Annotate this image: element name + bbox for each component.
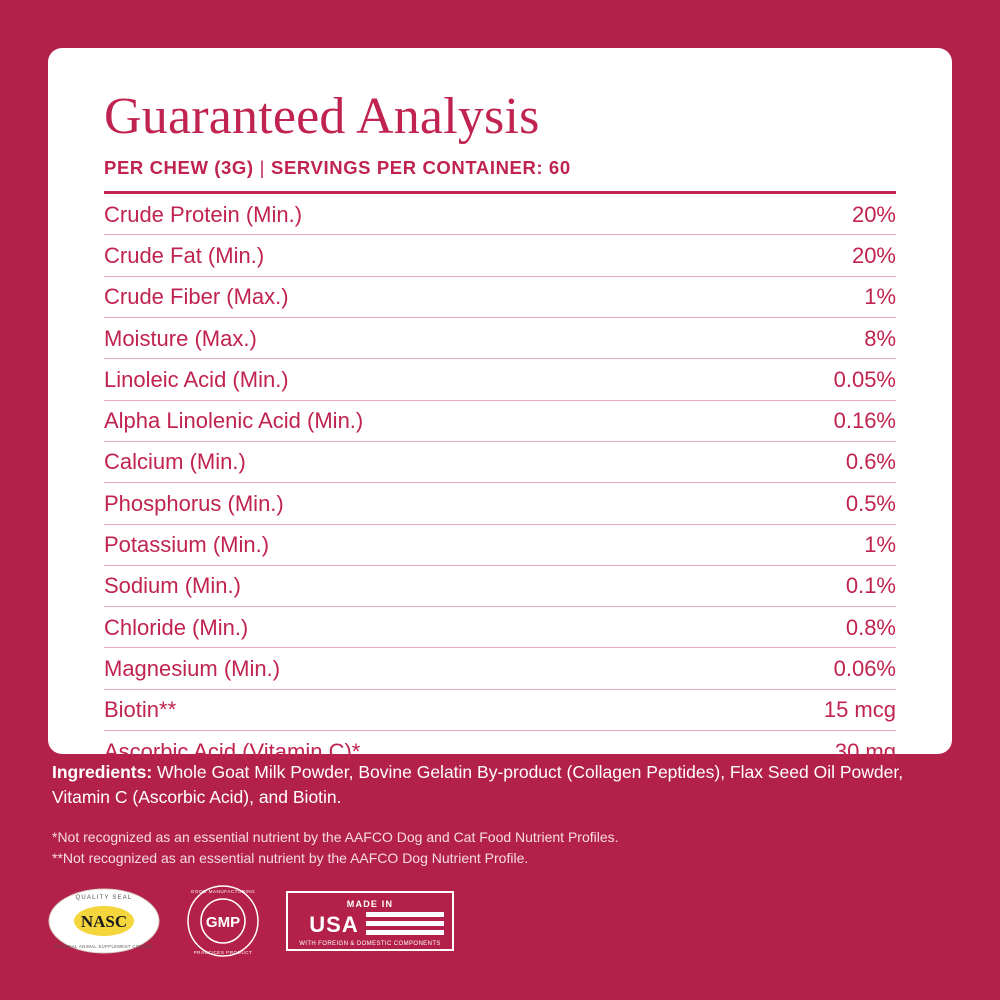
table-row: [104, 689, 896, 730]
svg-text:QUALITY SEAL: QUALITY SEAL: [75, 895, 133, 901]
nutrient-name: Crude Fat (Min.): [104, 235, 724, 276]
page-title: Guaranteed Analysis: [104, 88, 540, 145]
svg-text:GMP: GMP: [205, 914, 241, 931]
nutrient-name: Crude Protein (Min.): [104, 194, 724, 235]
nutrient-name: Magnesium (Min.): [104, 648, 724, 689]
nutrient-name: Moisture (Max.): [104, 318, 724, 359]
nutrient-name: Potassium (Min.): [104, 524, 724, 565]
made-in-usa-seal-icon: [286, 891, 454, 951]
footnote-single-asterisk: *Not recognized as an essential nutrient by the AAFCO Dog and Cat Food Nutrient Profiles.: [52, 828, 619, 845]
per-chew-text: PER CHEW (3G): [104, 157, 254, 179]
table-row: [104, 483, 896, 524]
nutrient-name: Sodium (Min.): [104, 565, 724, 606]
table-row: [104, 648, 896, 689]
nutrient-name: Alpha Linolenic Acid (Min.): [104, 400, 724, 441]
table-row: [104, 441, 896, 482]
ingredients-label: Ingredients:: [52, 762, 153, 782]
footnote-double-asterisk: **Not recognized as an essential nutrient by the AAFCO Dog Nutrient Profile.: [52, 850, 529, 867]
table-row: [104, 607, 896, 648]
table-row: [104, 524, 896, 565]
nutrient-name: Crude Fiber (Max.): [104, 276, 724, 317]
nutrient-value: 15 mcg: [724, 689, 896, 730]
nutrient-name: Linoleic Acid (Min.): [104, 359, 724, 400]
table-row: [104, 565, 896, 606]
serving-info: [104, 157, 896, 179]
nasc-seal-icon: [48, 888, 160, 954]
gmp-seal-icon: [186, 884, 260, 958]
nutrient-value: 0.8%: [724, 607, 896, 648]
nutrient-name: Calcium (Min.): [104, 441, 724, 482]
label-footer: [52, 760, 952, 870]
ingredients-block: [52, 760, 942, 811]
svg-text:NATIONAL ANIMAL SUPPLEMENT COU: NATIONAL ANIMAL SUPPLEMENT COUNCIL: [54, 944, 154, 949]
subtitle-separator: |: [259, 157, 266, 179]
svg-text:PRACTICES PRODUCT: PRACTICES PRODUCT: [193, 950, 253, 955]
nutrient-value: 1%: [724, 276, 896, 317]
svg-text:NASC: NASC: [80, 912, 128, 931]
certification-seals: [48, 884, 454, 958]
analysis-table-body: [104, 194, 896, 771]
nutrient-value: 0.16%: [724, 400, 896, 441]
analysis-table: [104, 194, 896, 771]
nutrient-value: 20%: [724, 194, 896, 235]
nutrient-value: 0.5%: [724, 483, 896, 524]
servings-per-container-text: SERVINGS PER CONTAINER: 60: [271, 157, 571, 179]
table-row: [104, 400, 896, 441]
nutrient-value: 0.1%: [724, 565, 896, 606]
nutrient-value: 0.6%: [724, 441, 896, 482]
nutrient-name: Phosphorus (Min.): [104, 483, 724, 524]
svg-text:GOOD MANUFACTURING: GOOD MANUFACTURING: [190, 889, 256, 894]
table-row: [104, 235, 896, 276]
svg-text:USA: USA: [309, 912, 359, 937]
table-row: [104, 359, 896, 400]
nutrient-name: Biotin**: [104, 689, 724, 730]
nutrient-value: 8%: [724, 318, 896, 359]
nutrient-value: 0.06%: [724, 648, 896, 689]
ingredients-text: Whole Goat Milk Powder, Bovine Gelatin By-product (Collagen Peptides), Flax Seed Oil Powder, Vitamin C (Ascorbic Acid), and Biotin.: [52, 762, 904, 808]
nutrient-name: Chloride (Min.): [104, 607, 724, 648]
table-row: [104, 318, 896, 359]
nutrient-value: 20%: [724, 235, 896, 276]
guaranteed-analysis-panel: [48, 48, 952, 764]
svg-text:MADE IN: MADE IN: [346, 899, 394, 909]
nutrient-value: 30 mg: [834, 738, 896, 764]
table-row: [104, 194, 896, 235]
footnotes-block: [52, 827, 952, 870]
table-row: [104, 276, 896, 317]
nutrient-value: 0.05%: [724, 359, 896, 400]
svg-text:WITH FOREIGN & DOMESTIC COMPON: WITH FOREIGN & DOMESTIC COMPONENTS: [299, 941, 441, 947]
nutrient-value: 1%: [724, 524, 896, 565]
nutrient-name: Ascorbic Acid (Vitamin C)*: [104, 738, 361, 764]
